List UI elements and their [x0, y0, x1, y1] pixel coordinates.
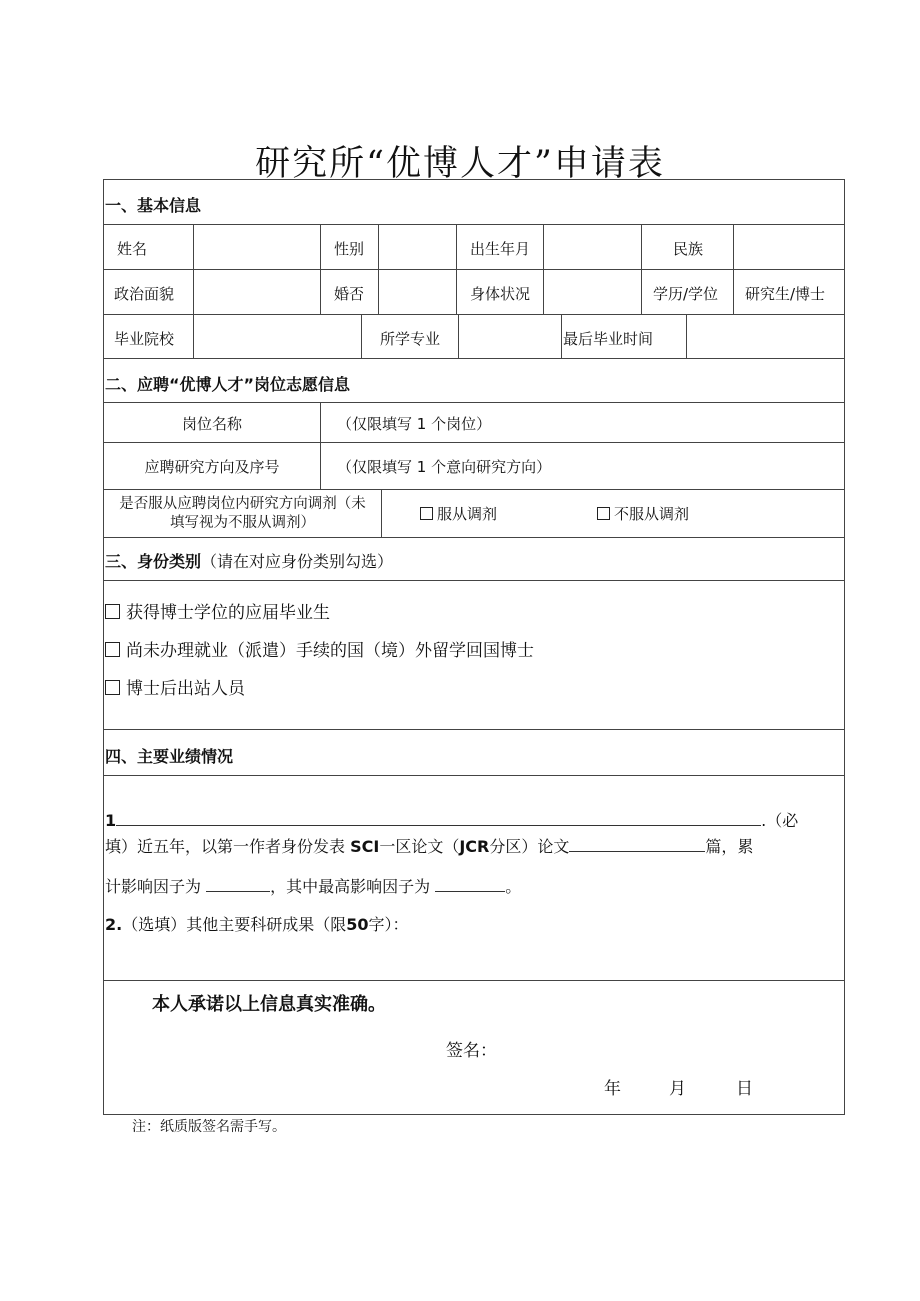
identity-option-2[interactable] — [105, 636, 534, 661]
date-month: 月 — [669, 1079, 686, 1099]
item-2-limit: 50 — [346, 915, 369, 934]
item-1-text-d: 篇，累 — [705, 837, 754, 856]
item-1-text-g: 。 — [505, 877, 522, 896]
item-2-number: 2. — [105, 915, 123, 934]
item-1-number: 1 — [105, 811, 117, 830]
paper-count-blank[interactable] — [569, 837, 705, 852]
health-label: 身体状况 — [470, 285, 531, 303]
item-1-text-b: 一区论文（ — [379, 837, 460, 856]
adjust-label-line-1: 是否服从应聘岗位内研究方向调剂（未 — [119, 496, 366, 512]
political-label: 政治面貌 — [114, 285, 175, 303]
identity-heading-text: 三、身份类别 — [105, 552, 202, 571]
pledge-statement: 本人承诺以上信息真实准确。 — [152, 994, 386, 1015]
item-2-text-a: （选填）其他主要科研成果（限 — [122, 915, 347, 934]
gradtime-label: 最后毕业时间 — [563, 330, 654, 348]
identity-heading-note: （请在对应身份类别勾选） — [201, 552, 394, 571]
degree-label: 学历/学位 — [653, 285, 719, 303]
signature-label: 签名： — [446, 1041, 497, 1061]
name-label: 姓名 — [117, 240, 148, 258]
major-field[interactable] — [459, 315, 560, 357]
highest-if-blank[interactable] — [435, 877, 505, 892]
adjust-label — [104, 495, 381, 533]
identity-checkbox-1[interactable] — [105, 604, 120, 619]
post-name-label: 岗位名称 — [181, 415, 242, 433]
birth-label: 出生年月 — [470, 240, 531, 258]
school-field[interactable] — [194, 315, 360, 357]
form-title: 研究所“优博人才”申请表 — [255, 144, 665, 184]
cumulative-if-blank[interactable] — [206, 877, 270, 892]
health-field[interactable] — [544, 270, 640, 313]
school-label: 毕业院校 — [114, 330, 175, 348]
adjust-no-checkbox[interactable] — [597, 507, 610, 520]
section-basic-info-heading: 一、基本信息 — [105, 196, 202, 215]
identity-checkbox-3[interactable] — [105, 680, 120, 695]
date-day: 日 — [736, 1079, 753, 1099]
identity-option-1-label: 获得博士学位的应届毕业生 — [126, 603, 330, 623]
ethnicity-field[interactable] — [734, 225, 844, 268]
item-1-text-e: 计影响因子为 — [105, 877, 202, 896]
performance-item-1-line-1 — [105, 808, 798, 831]
adjust-no-option[interactable] — [597, 503, 689, 524]
adjust-yes-option[interactable] — [420, 503, 497, 524]
gradtime-field[interactable] — [687, 315, 844, 357]
gender-field[interactable] — [379, 225, 455, 268]
item-1-suffix: .（必 — [761, 811, 799, 830]
identity-option-1[interactable] — [105, 598, 330, 623]
identity-option-2-label: 尚未办理就业（派遣）手续的国（境）外留学回国博士 — [126, 641, 534, 661]
political-field[interactable] — [194, 270, 319, 313]
item-1-blank[interactable] — [116, 811, 761, 826]
gender-label: 性别 — [334, 240, 365, 258]
major-label: 所学专业 — [380, 330, 441, 348]
degree-value: 研究生/博士 — [745, 285, 826, 303]
adjust-no-label: 不服从调剂 — [614, 505, 690, 523]
name-field[interactable] — [194, 225, 319, 268]
section-identity-heading — [105, 549, 393, 572]
post-name-hint[interactable]: （仅限填写 1 个岗位） — [337, 415, 492, 433]
research-direction-label: 应聘研究方向及序号 — [144, 458, 280, 476]
adjust-label-line-2: 填写视为不服从调剂） — [170, 515, 315, 531]
footnote: 注：纸质版签名需手写。 — [132, 1119, 286, 1135]
section-performance-heading: 四、主要业绩情况 — [105, 747, 234, 766]
identity-option-3[interactable] — [105, 674, 245, 699]
item-2-text-b: 字）： — [368, 915, 409, 934]
research-direction-hint[interactable]: （仅限填写 1 个意向研究方向） — [337, 458, 552, 476]
ethnicity-label: 民族 — [673, 240, 704, 258]
marital-label: 婚否 — [334, 285, 365, 303]
identity-option-3-label: 博士后出站人员 — [126, 679, 245, 699]
section-position-heading: 二、应聘“优博人才”岗位志愿信息 — [105, 375, 351, 394]
sci-label: SCI — [350, 837, 380, 856]
performance-item-1-line-2 — [105, 834, 753, 857]
other-achievements-field[interactable] — [104, 938, 844, 979]
item-1-text-a: 填）近五年，以第一作者身份发表 — [105, 837, 346, 856]
identity-checkbox-2[interactable] — [105, 642, 120, 657]
adjust-yes-checkbox[interactable] — [420, 507, 433, 520]
jcr-label: JCR — [459, 837, 490, 856]
birth-field[interactable] — [544, 225, 640, 268]
date-year: 年 — [604, 1079, 621, 1099]
marital-field[interactable] — [379, 270, 455, 313]
performance-item-1-line-3 — [105, 874, 521, 897]
performance-item-2 — [105, 912, 409, 935]
signature-field[interactable] — [495, 1030, 695, 1060]
item-1-text-c: 分区）论文 — [489, 837, 570, 856]
adjust-yes-label: 服从调剂 — [437, 505, 498, 523]
item-1-text-f: ，其中最高影响因子为 — [270, 877, 431, 896]
